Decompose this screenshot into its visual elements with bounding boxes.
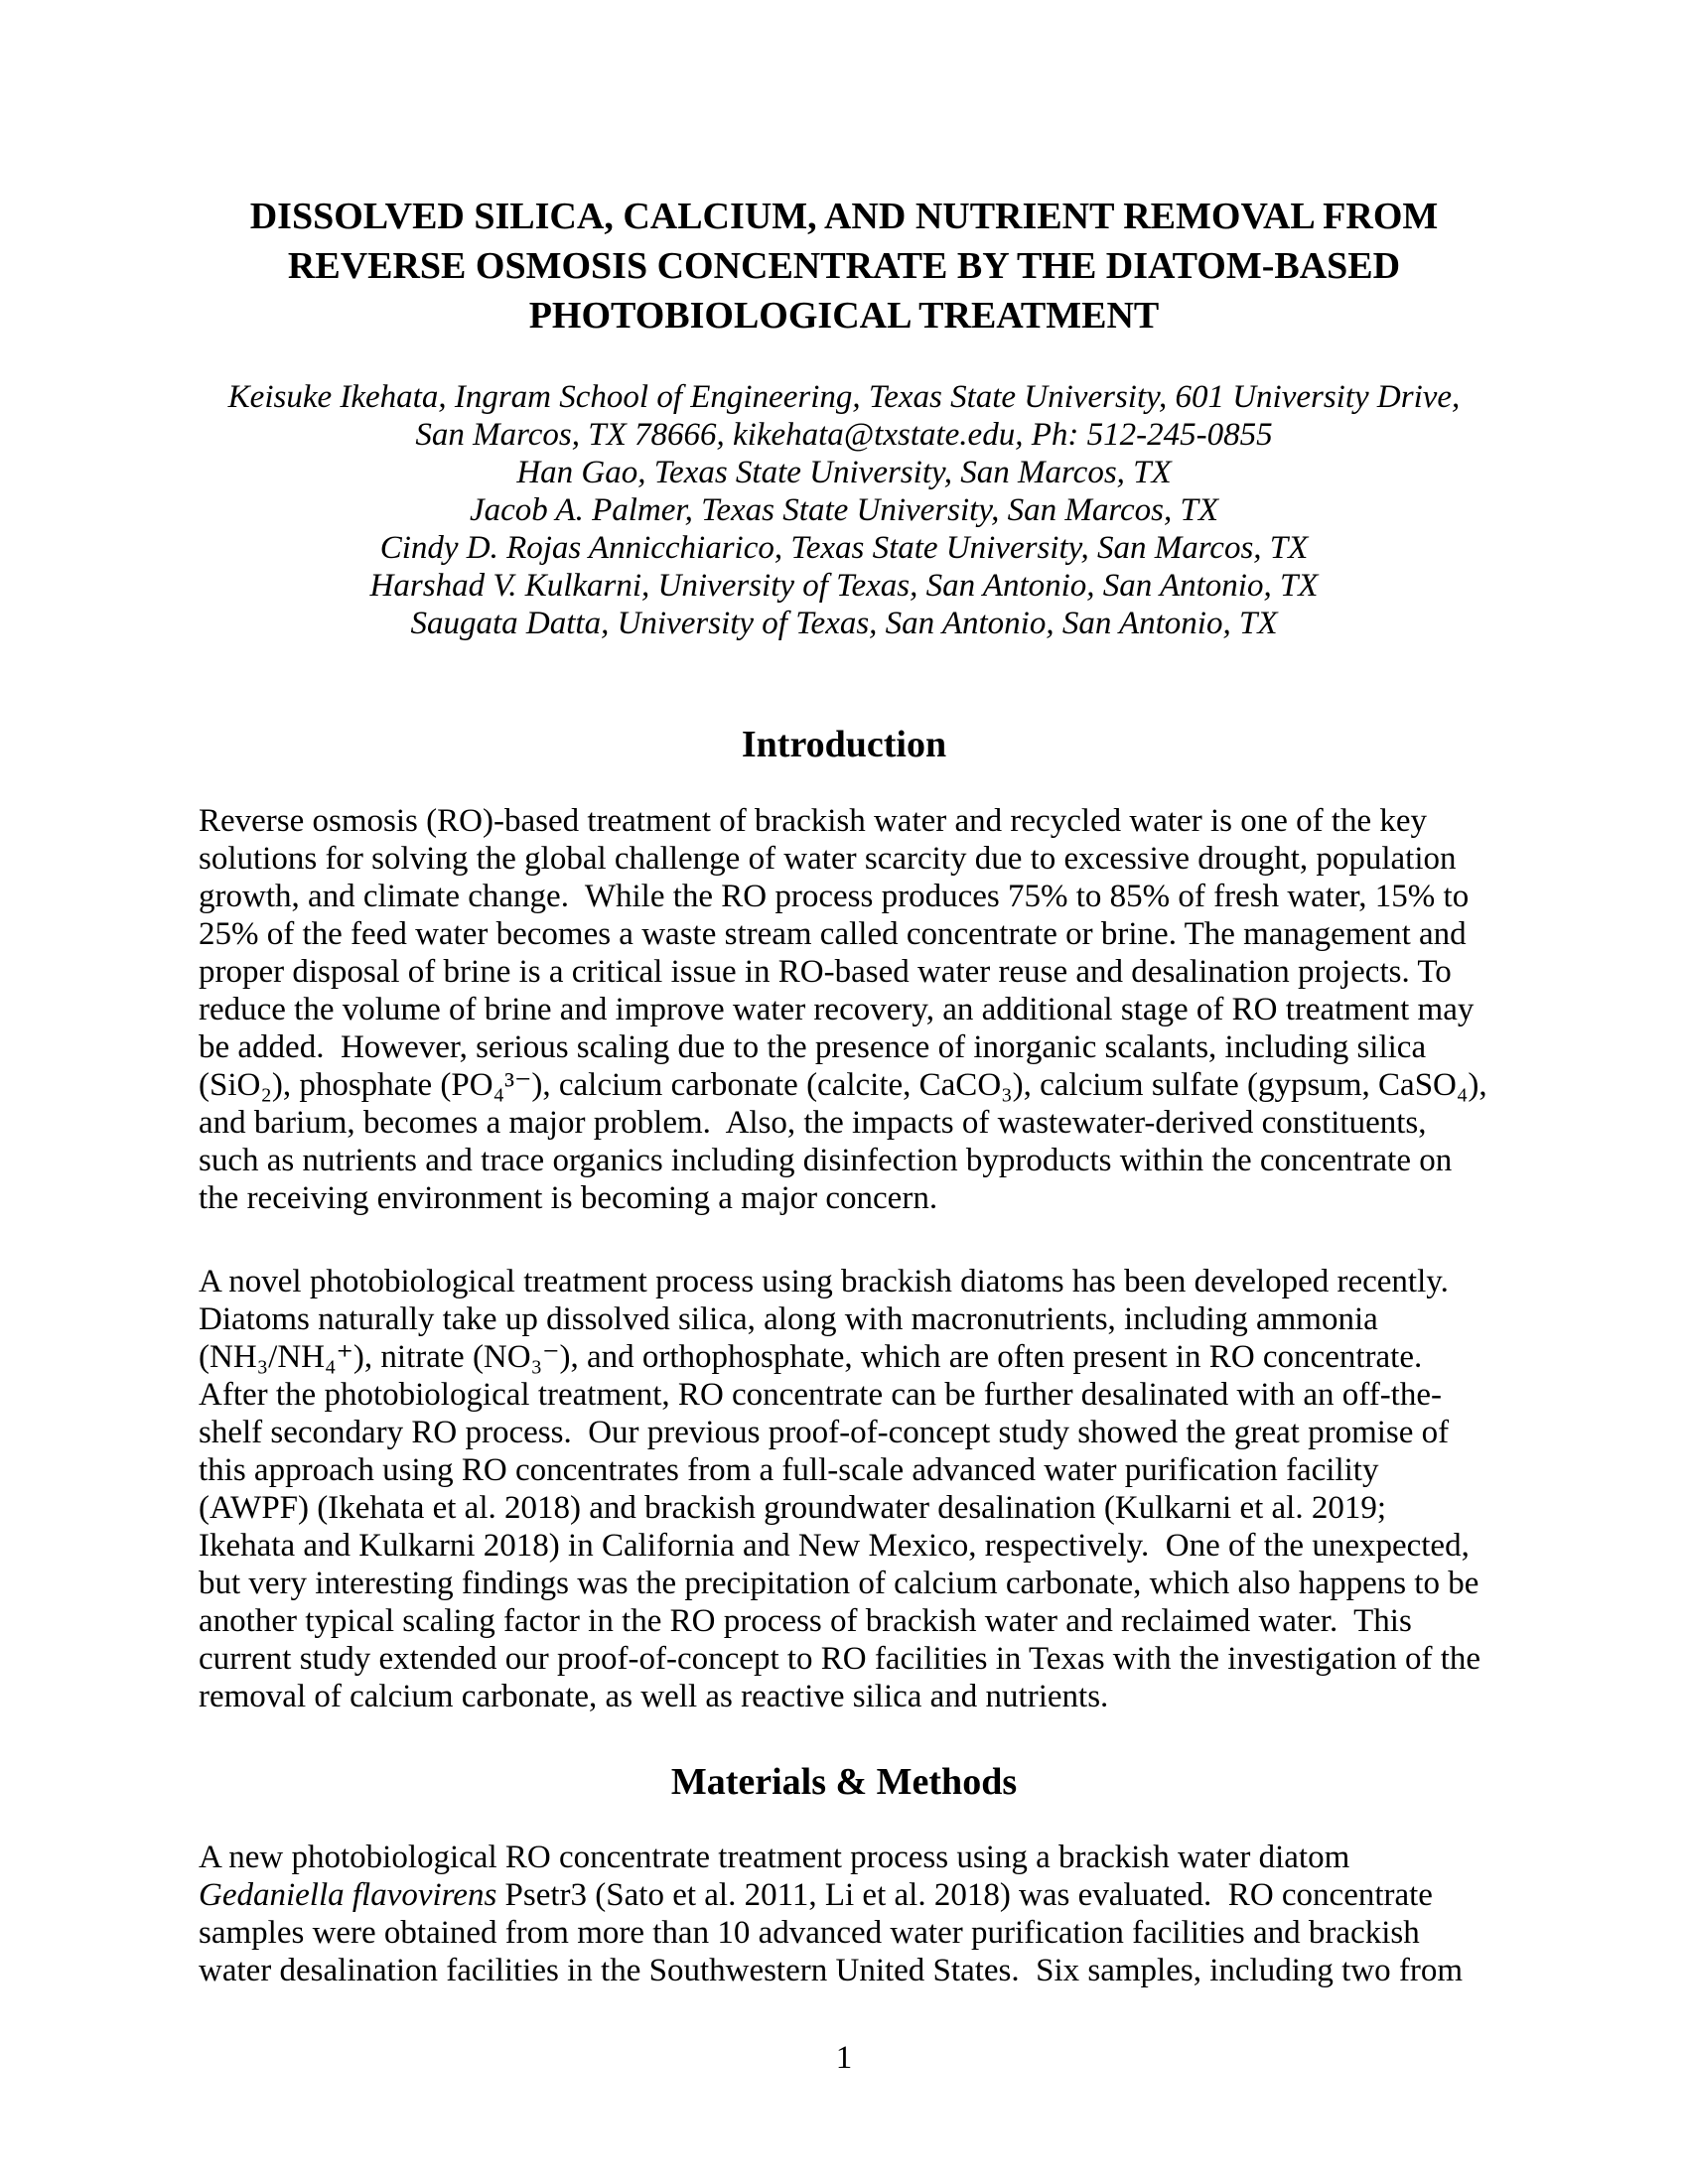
introduction-paragraph-2: A novel photobiological treatment process using brackish diatoms has been developed recently. Diatoms naturally take up dissolved silica, along with macronutrients, including ammonia (NH₃/NH₄⁺), nitrate (NO₃⁻), and orthophosphate, which are often present in RO concentrate. After the photobiological treatment, RO concentrate can be further desalinated with an off-the-shelf secondary RO process. Our previous proof-of-concept study showed the great promise of this approach using RO concentrates from a full-scale advanced water purification facility (AWPF) (Ikehata et al. 2018) and brackish groundwater desalination (Kulkarni et al. 2019; Ikehata and Kulkarni 2018) in California and New Mexico, respectively. One of the unexpected, but very interesting findings was the precipitation of calcium carbonate, which also happens to be another typical scaling factor in the RO process of brackish water and reclaimed water. This current study extended our proof-of-concept to RO facilities in Texas with the investigation of the removal of calcium carbonate, as well as reactive silica and nutrients. <box>199 1264 1489 1714</box>
mm-paragraph-text: Psetr3 (Sato et al. 2011, Li et al. 2018) was evaluated. RO concentrate samples were obtained from more than 10 advanced water purification facilities and brackish water desalination facilities in the Southwestern United States. Six samples, including two from <box>199 1877 1464 1988</box>
paper-title-line-2: REVERSE OSMOSIS CONCENTRATE BY THE DIATOM-BASED <box>287 245 1401 287</box>
paper-title <box>199 192 1489 341</box>
paper-title-line-1: DISSOLVED SILICA, CALCIUM, AND NUTRIENT REMOVAL FROM <box>249 196 1439 237</box>
author-line: Jacob A. Palmer, Texas State University, San Marcos, TX <box>469 492 1219 528</box>
materials-methods-paragraph-1 <box>199 1839 1489 1989</box>
author-line: Cindy D. Rojas Annicchiarico, Texas State University, San Marcos, TX <box>379 530 1309 566</box>
mm-paragraph-text: A new photobiological RO concentrate treatment process using a brackish water diatom <box>199 1840 1358 1875</box>
introduction-heading: Introduction <box>741 724 947 765</box>
mm-paragraph-species-name: Gedaniella flavovirens <box>199 1877 497 1913</box>
materials-methods-heading: Materials & Methods <box>670 1761 1018 1803</box>
author-line: San Marcos, TX 78666, kikehata@txstate.edu, Ph: 512-245-0855 <box>415 417 1273 453</box>
author-block <box>199 378 1489 642</box>
author-line: Keisuke Ikehata, Ingram School of Engineering, Texas State University, 601 University Drive, <box>227 379 1461 415</box>
paper-title-line-3: PHOTOBIOLOGICAL TREATMENT <box>528 295 1160 337</box>
page-number: 1 <box>835 2040 853 2076</box>
introduction-paragraph-1: Reverse osmosis (RO)-based treatment of brackish water and recycled water is one of the key solutions for solving the global challenge of water scarcity due to excessive drought, population growth, and climate change. While the RO process produces 75% to 85% of fresh water, 15% to 25% of the feed water becomes a waste stream called concentrate or brine. The management and proper disposal of brine is a critical issue in RO-based water reuse and desalination projects. To reduce the volume of brine and improve water recovery, an additional stage of RO treatment may be added. However, serious scaling due to the presence of inorganic scalants, including silica (SiO₂), phosphate (PO₄³⁻), calcium carbonate (calcite, CaCO₃), calcium sulfate (gypsum, CaSO₄), and barium, becomes a major problem. Also, the impacts of wastewater-derived constituents, such as nutrients and trace organics including disinfection byproducts within the concentrate on the receiving environment is becoming a major concern. <box>199 803 1495 1216</box>
author-line: Harshad V. Kulkarni, University of Texas, San Antonio, San Antonio, TX <box>369 568 1319 604</box>
author-line: Saugata Datta, University of Texas, San Antonio, San Antonio, TX <box>410 606 1278 641</box>
author-line: Han Gao, Texas State University, San Marcos, TX <box>516 455 1172 490</box>
